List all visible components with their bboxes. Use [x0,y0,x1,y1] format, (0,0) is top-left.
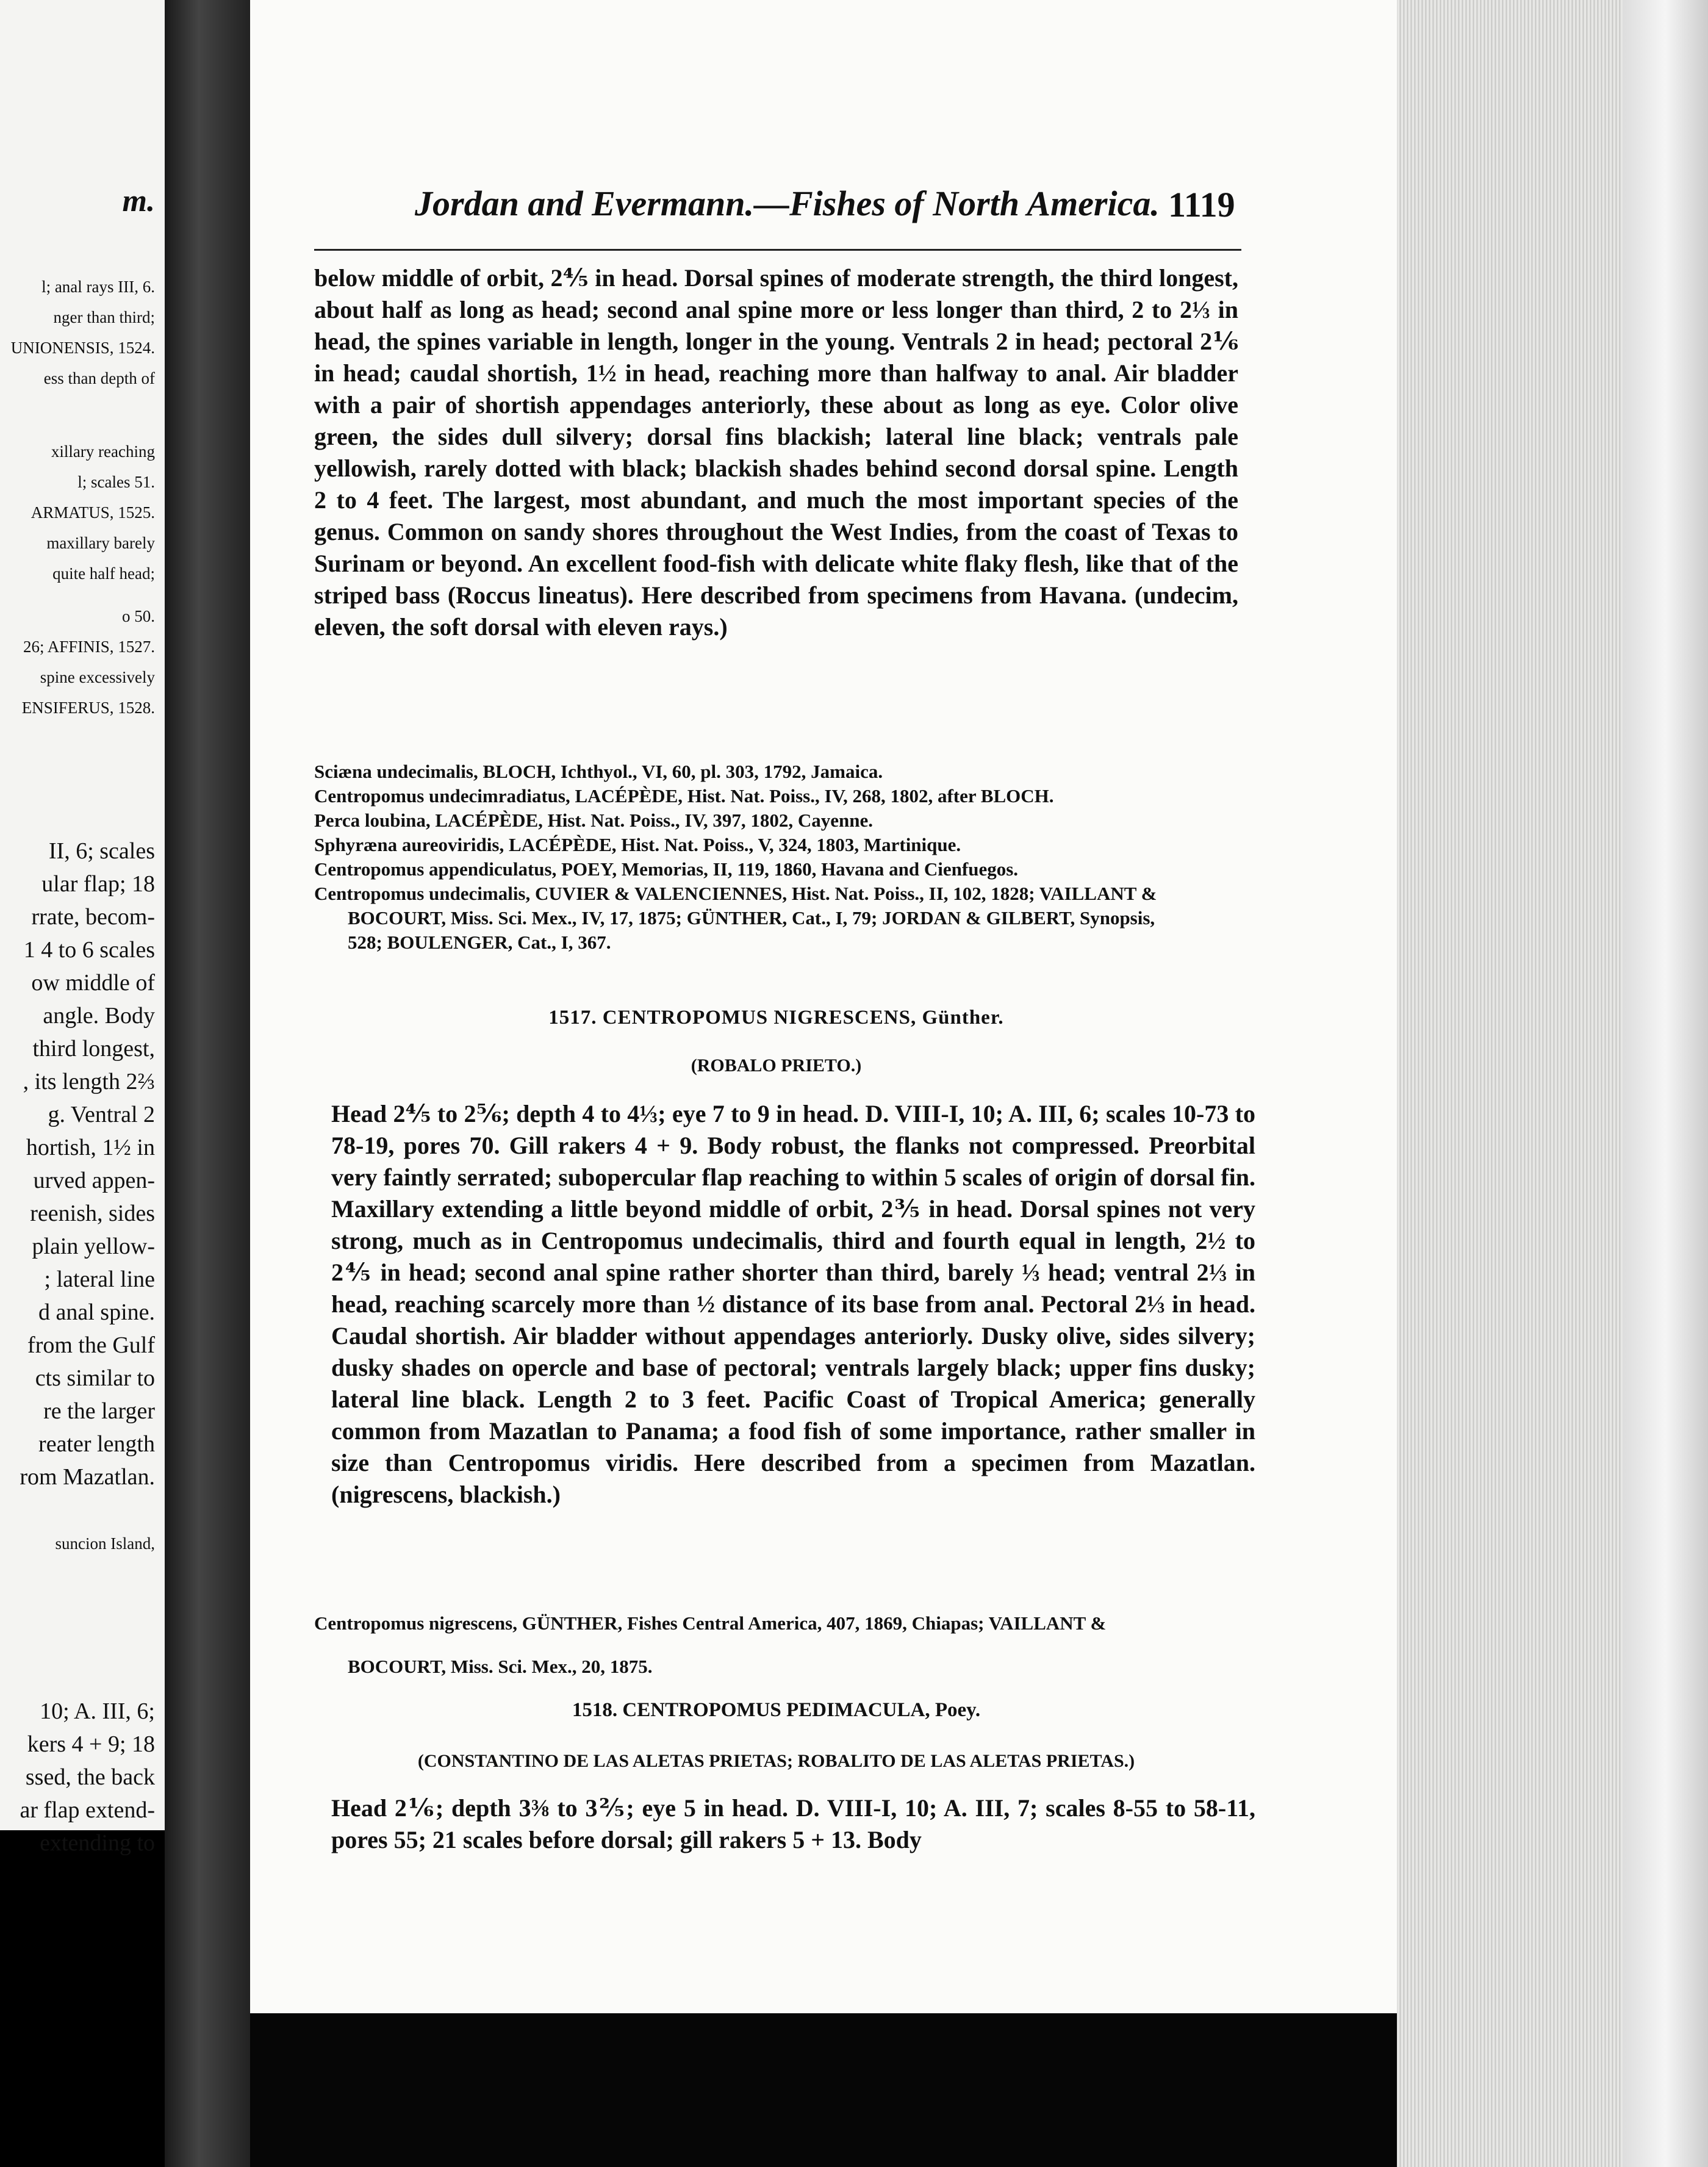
running-title: Jordan and Evermann.—Fishes of North America. [415,184,1160,223]
facing-page-header: m. [122,184,155,218]
facing-line: 1 4 to 6 scales [23,937,155,963]
facing-line: o 50. [122,607,155,625]
facing-line: rom Mazatlan. [20,1464,155,1490]
facing-line: reater length [38,1431,155,1457]
species-description-1517 [314,1098,1255,1511]
facing-line: maxillary barely [46,534,155,552]
facing-line: ssed, the back [25,1764,155,1790]
synonymy-entry: Centropomus undecimradiatus, LACÉPÈDE, Hist. Nat. Poiss., IV, 268, 1802, after BLOCH. [314,785,1054,807]
book-gutter [165,0,250,2167]
facing-line: l; anal rays III, 6. [41,278,155,296]
binding-rail [1623,0,1708,2167]
synonymy-entry: 528; BOULENGER, Cat., I, 367. [348,932,611,953]
page-number: 1119 [1168,185,1235,225]
synonymy-entry: Centropomus nigrescens, GÜNTHER, Fishes Central America, 407, 1869, Chiapas; VAILLANT & [314,1612,1107,1634]
facing-line: suncion Island, [55,1534,155,1553]
facing-line: reenish, sides [30,1201,155,1226]
page-edges [1397,0,1708,2167]
facing-line: ENSIFERUS, 1528. [21,699,155,717]
facing-page [0,0,165,1856]
facing-line: re the larger [43,1398,155,1424]
synonymy-entry: Centropomus undecimalis, CUVIER & VALENCIENNES, Hist. Nat. Poiss., II, 102, 1828; VAILLANT & [314,883,1157,904]
facing-line: plain yellow- [32,1234,155,1259]
facing-line: UNIONENSIS, 1524. [10,339,155,357]
facing-line: nger than third; [53,308,155,326]
facing-line: ess than depth of [43,369,155,387]
facing-line: xillary reaching [51,442,155,461]
facing-line: 10; A. III, 6; [40,1698,155,1724]
description-paragraph: below middle of orbit, 2⅘ in head. Dorsal spines of moderate strength, the third longest, about half as long as head; second anal spine more or less longer than third, 2 to 2⅓ in head, the spines variable in length, longer in the young. Ventrals 2 in head; pectoral 2⅙ in head; caudal shortish, 1½ in head, reaching more than halfway to anal. Air bladder with a pair of shortish appendages anteriorly, these about as long as eye. Color olive green, the sides dull silvery; dorsal fins blackish; lateral line black; ventrals pale yellowish, rarely dotted with black; blackish shades behind second dorsal spine. Length 2 to 4 feet. The largest, most abundant, and much the most important species of the genus. Common on sandy shores throughout the West Indies, from the coast of Texas to Surinam or beyond. An excellent food-fish with delicate white flaky flesh, like that of the striped bass (Roccus lineatus). Here described from specimens from Havana. (undecim, eleven, the soft dorsal with eleven rays.) [314,264,1238,641]
facing-line: ow middle of [31,970,155,996]
synonymy-entry: BOCOURT, Miss. Sci. Mex., IV, 17, 1875; GÜNTHER, Cat., I, 79; JORDAN & GILBERT, Synopsis, [348,907,1155,929]
facing-line: extending to [40,1830,155,1856]
synonymy-list [314,760,1238,955]
synonymy-list-1517 [314,1592,1238,1698]
facing-line: l; scales 51. [77,473,155,491]
facing-line: 26; AFFINIS, 1527. [23,638,155,656]
facing-line: hortish, 1½ in [26,1135,155,1160]
facing-line: II, 6; scales [48,838,155,864]
facing-line: rrate, becom- [31,904,155,930]
common-name-1518: (CONSTANTINO DE LAS ALETAS PRIETAS; ROBALITO DE LAS ALETAS PRIETAS.) [417,1751,1135,1771]
header-rule [314,249,1241,251]
facing-line: cts similar to [35,1365,155,1391]
description-paragraph: Head 2⅙; depth 3⅜ to 3⅖; eye 5 in head. D. VIII-I, 10; A. III, 7; scales 8-55 to 58-11, pores 55; 21 scales before dorsal; gill rakers 5 + 13. Body [331,1794,1255,1853]
facing-line: ; lateral line [44,1267,155,1292]
facing-line: urved appen- [33,1168,155,1193]
synonymy-entry: Centropomus appendiculatus, POEY, Memorias, II, 119, 1860, Havana and Cienfuegos. [314,858,1019,880]
facing-line: d anal spine. [38,1299,155,1325]
facing-line: g. Ventral 2 [48,1102,155,1127]
facing-line: angle. Body [43,1003,155,1029]
facing-line: third longest, [32,1036,155,1062]
species-heading-1517: 1517. CENTROPOMUS NIGRESCENS, Günther. [548,1007,1004,1029]
facing-line: quite half head; [52,564,155,583]
common-name-1517: (ROBALO PRIETO.) [691,1055,862,1076]
facing-line: kers 4 + 9; 18 [27,1731,155,1757]
continued-description [314,262,1238,643]
scan-bottom-shadow [250,2013,1397,2167]
synonymy-entry: Sphyræna aureoviridis, LACÉPÈDE, Hist. Nat. Poiss., V, 324, 1803, Martinique. [314,834,961,855]
facing-line: ARMATUS, 1525. [30,503,155,522]
description-paragraph: Head 2⅘ to 2⅚; depth 4 to 4⅓; eye 7 to 9 in head. D. VIII-I, 10; A. III, 6; scales 10-73 to 78-19, pores 70. Gill rakers 4 + 9. Body robust, the flanks not compressed. Preorbital very faintly serrated; subopercular flap reaching to within 5 scales of origin of dorsal fin. Maxillary extending a little beyond middle of orbit, 2⅗ in head. Dorsal spines not very strong, much as in Centropomus undecimalis, third and fourth equal in length, 2½ to 2⅘ in head; second anal spine rather shorter than third, barely ⅓ head; ventral 2⅓ in head, reaching scarcely more than ½ distance of its base from anal. Pectoral 2⅓ in head. Caudal shortish. Air bladder without appendages anteriorly. Dusky olive, sides silvery; dusky shades on opercle and base of pectoral; ventrals largely black; upper fins dusky; lateral line black. Length 2 to 3 feet. Pacific Coast of Tropical America; generally common from Mazatlan to Panama; a food fish of some importance, rather smaller in size than Centropomus viridis. Here described from a specimen from Mazatlan. (nigrescens, blackish.) [331,1100,1255,1508]
synonymy-entry: Perca loubina, LACÉPÈDE, Hist. Nat. Poiss., IV, 397, 1802, Cayenne. [314,810,873,831]
facing-line: , its length 2⅔ [23,1069,155,1094]
synonymy-entry: Sciæna undecimalis, BLOCH, Ichthyol., VI, 60, pl. 303, 1792, Jamaica. [314,761,883,782]
synonymy-entry: BOCOURT, Miss. Sci. Mex., 20, 1875. [348,1656,653,1677]
facing-line: spine excessively [40,668,155,686]
facing-line: ular flap; 18 [41,871,155,897]
facing-line: ar flap extend- [20,1797,155,1823]
facing-line: from the Gulf [27,1332,155,1358]
species-heading-1518: 1518. CENTROPOMUS PEDIMACULA, Poey. [572,1699,981,1721]
species-description-1518 [314,1792,1255,1856]
